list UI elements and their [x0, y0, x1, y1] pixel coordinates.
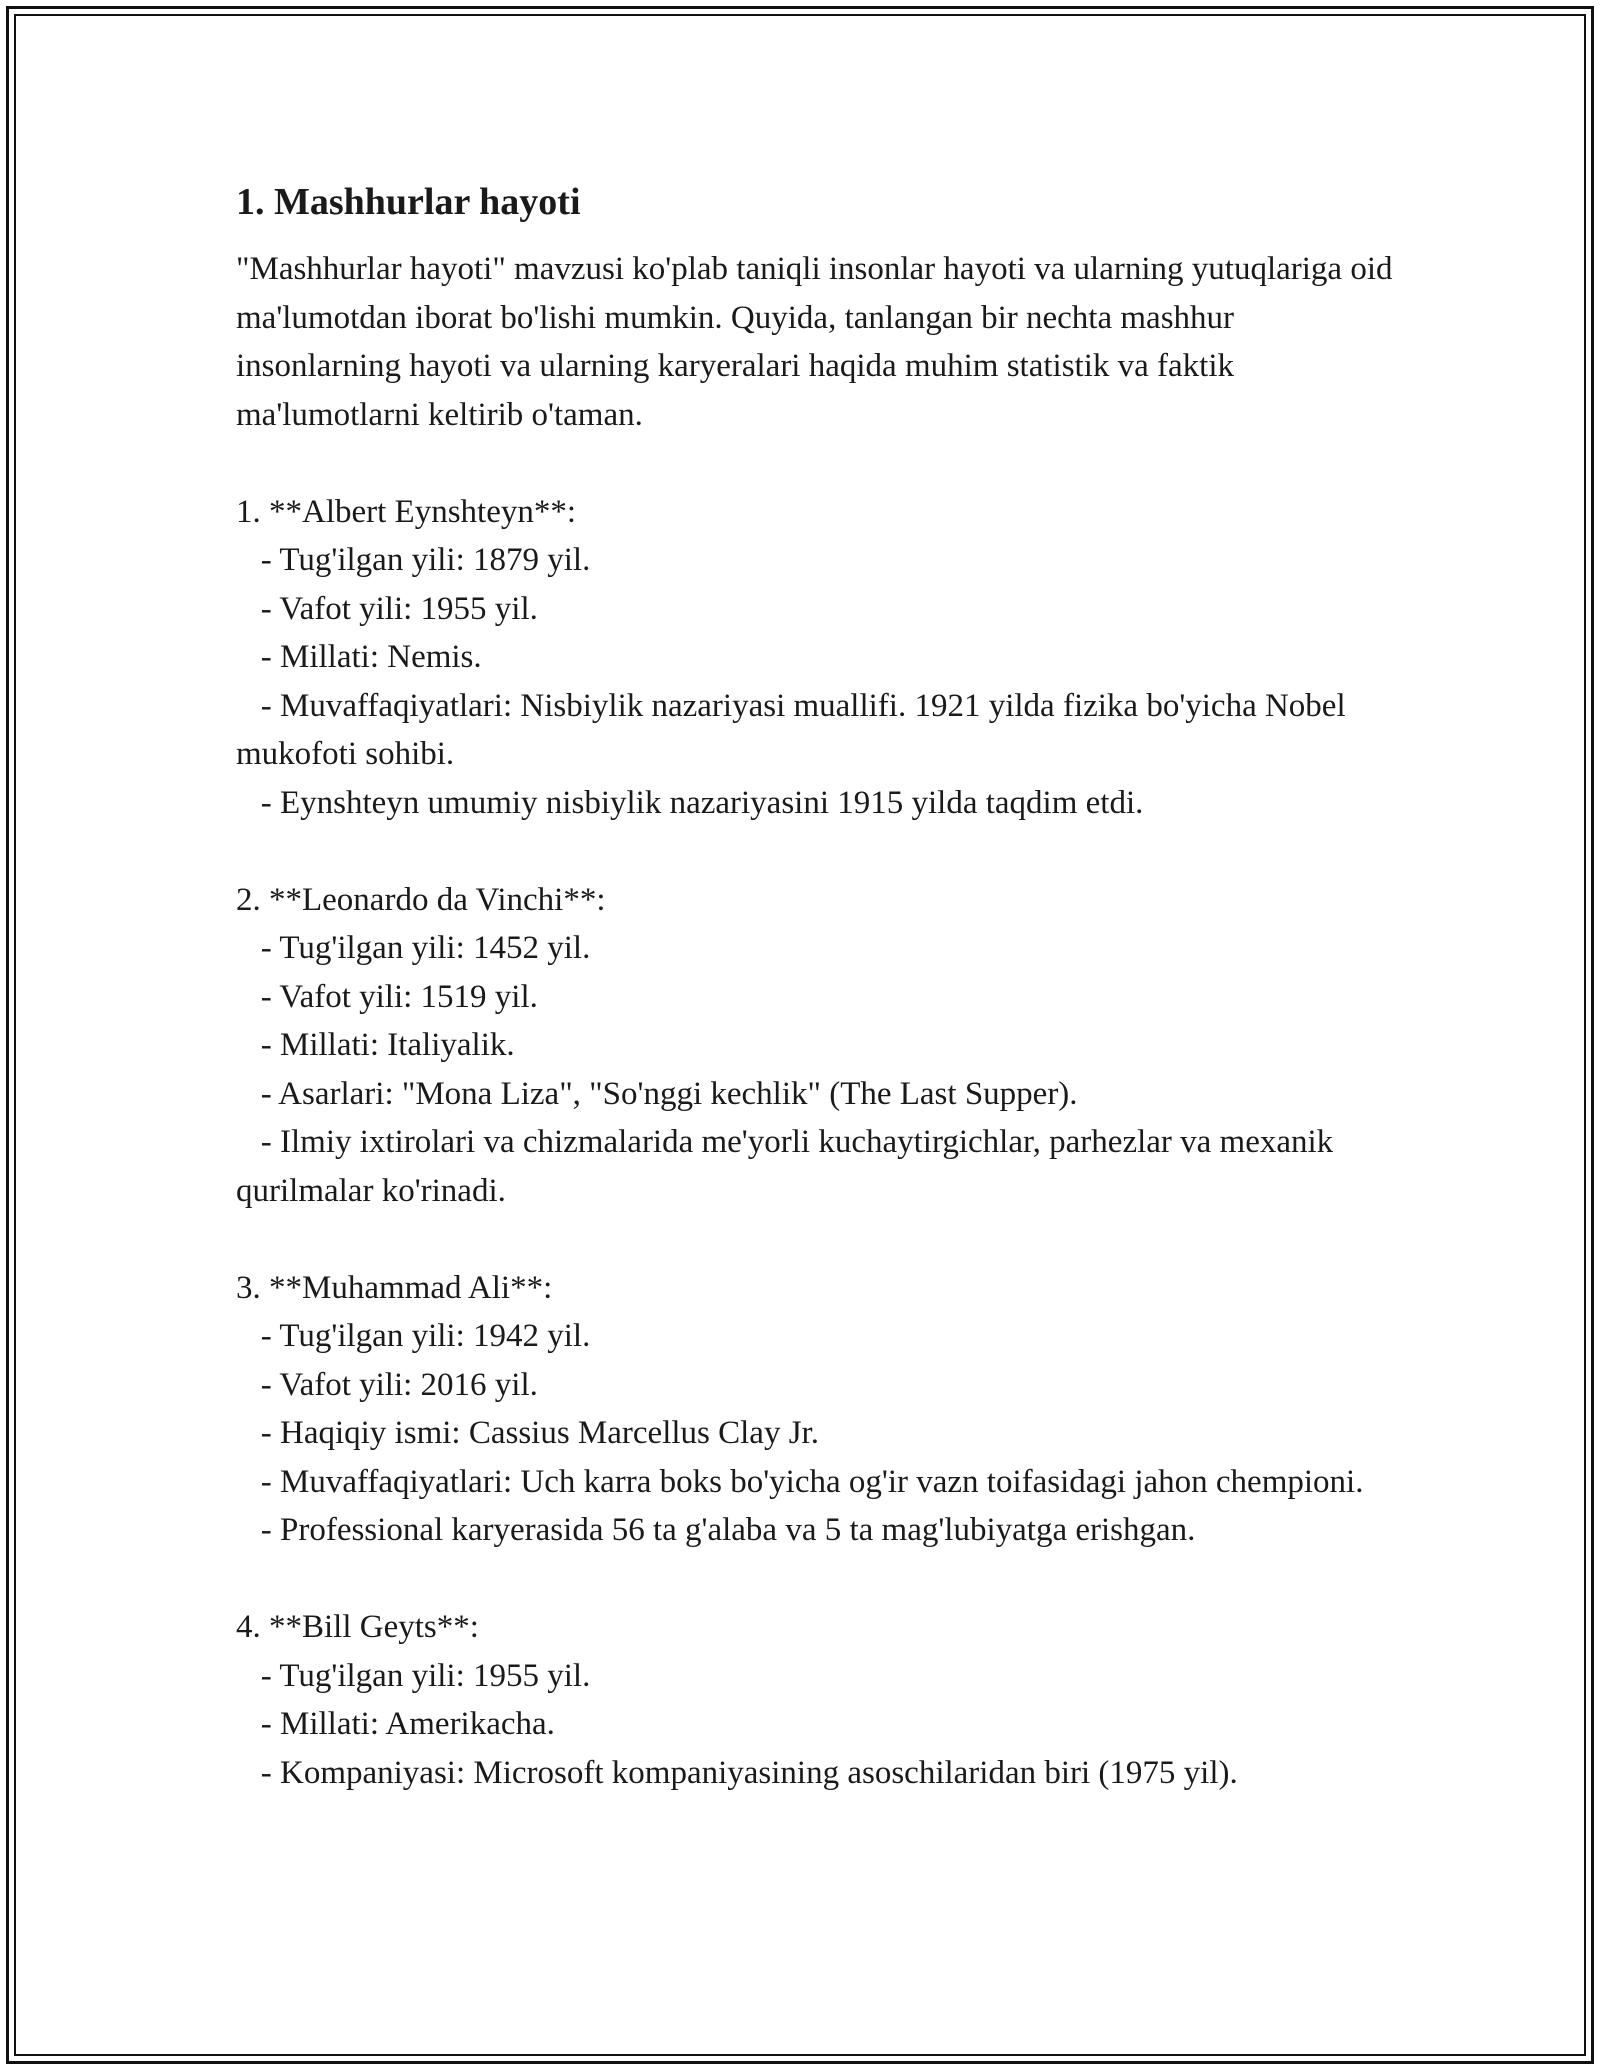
detail-list	[236, 536, 1406, 827]
person-heading: 2. **Leonardo da Vinchi**:	[236, 881, 606, 918]
detail-item: - Professional karyerasida 56 ta g'alaba va 5 ta mag'lubiyatga erishgan.	[236, 1512, 1196, 1549]
detail-item: - Vafot yili: 1955 yil.	[236, 590, 538, 627]
detail-item: - Vafot yili: 2016 yil.	[236, 1366, 538, 1403]
detail-item: - Vafot yili: 1519 yil.	[236, 978, 538, 1015]
detail-item: - Muvaffaqiyatlari: Uch karra boks bo'yicha og'ir vazn toifasidagi jahon chempioni.	[236, 1463, 1364, 1500]
detail-item: - Haqiqiy ismi: Cassius Marcellus Clay Jr.	[236, 1415, 819, 1452]
page-title: 1. Mashhurlar hayoti	[236, 181, 581, 223]
intro-paragraph: "Mashhurlar hayoti" mavzusi ko'plab taniqli insonlar hayoti va ularning yutuqlariga oid ma'lumotdan iborat bo'lishi mumkin. Quyida, tanlangan bir nechta mashhur insonlarning hayoti va ularning karyeralari haqida muhim statistik va faktik ma'lumotlarni keltirib o'taman.	[236, 251, 1401, 433]
document-body	[236, 178, 1406, 1846]
detail-item: - Millati: Amerikacha.	[236, 1706, 555, 1743]
person-section-da-vinci	[236, 876, 1406, 1216]
person-heading: 4. **Bill Geyts**:	[236, 1609, 479, 1646]
detail-list	[236, 924, 1406, 1215]
detail-list	[236, 1312, 1406, 1555]
detail-item: - Asarlari: "Mona Liza", "So'nggi kechlik" (The Last Supper).	[236, 1075, 1078, 1112]
person-heading: 3. **Muhammad Ali**:	[236, 1269, 553, 1306]
detail-item: - Ilmiy ixtirolari va chizmalarida me'yorli kuchaytirgichlar, parhezlar va mexanik qurilmalar ko'rinadi.	[236, 1124, 1342, 1209]
detail-item: - Tug'ilgan yili: 1955 yil.	[236, 1657, 591, 1694]
person-section-einstein	[236, 488, 1406, 828]
detail-item: - Kompaniyasi: Microsoft kompaniyasining asoschilaridan biri (1975 yil).	[236, 1754, 1238, 1791]
detail-item: - Eynshteyn umumiy nisbiylik nazariyasini 1915 yilda taqdim etdi.	[236, 784, 1144, 821]
detail-item: - Millati: Italiyalik.	[236, 1027, 515, 1064]
detail-item: - Millati: Nemis.	[236, 639, 482, 676]
detail-list	[236, 1652, 1406, 1798]
detail-item: - Tug'ilgan yili: 1452 yil.	[236, 930, 591, 967]
detail-item: - Tug'ilgan yili: 1942 yil.	[236, 1318, 591, 1355]
person-heading: 1. **Albert Eynshteyn**:	[236, 493, 577, 530]
person-section-bill-gates	[236, 1603, 1406, 1797]
detail-item: - Tug'ilgan yili: 1879 yil.	[236, 542, 591, 579]
person-section-muhammad-ali	[236, 1264, 1406, 1555]
detail-item: - Muvaffaqiyatlari: Nisbiylik nazariyasi muallifi. 1921 yilda fizika bo'yicha Nobel mukofoti sohibi.	[236, 687, 1354, 773]
